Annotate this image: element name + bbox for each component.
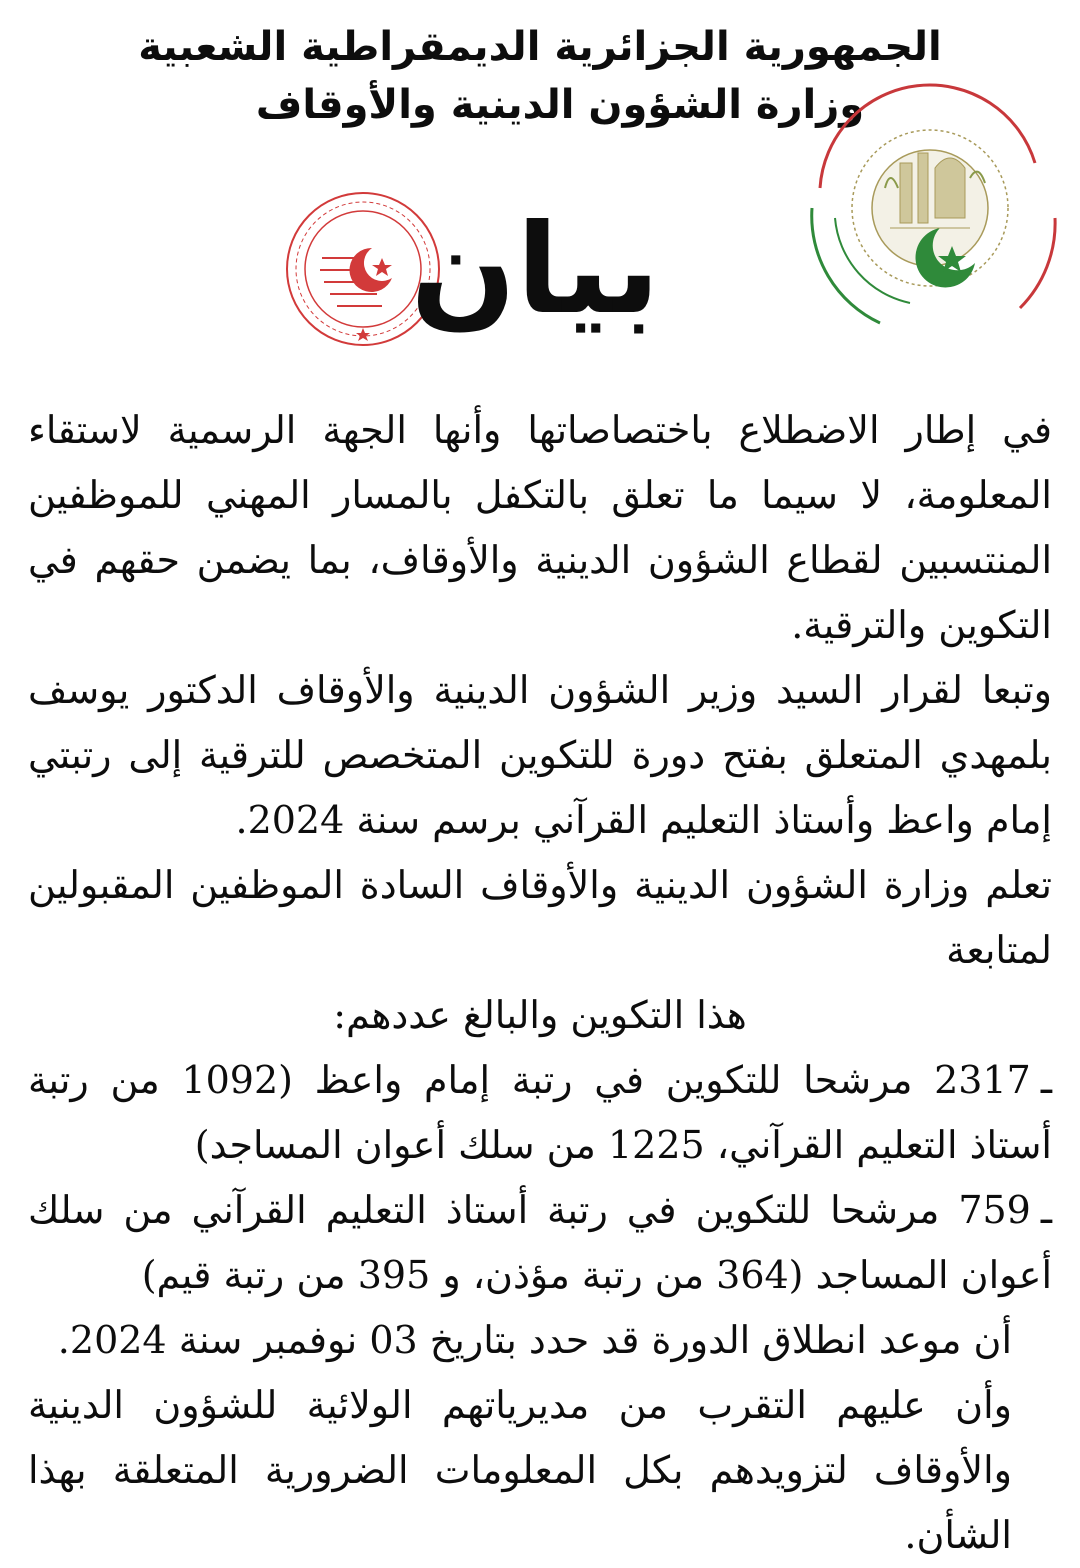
- list-item-text: 2317 مرشحا للتكوين في رتبة إمام واعظ (1092 من رتبة أستاذ التعليم القرآني، 1225 من سلك أعوان المساجد): [28, 1058, 1052, 1167]
- list-item: [28, 1178, 1052, 1308]
- date-paragraph: أن موعد انطلاق الدورة قد حدد بتاريخ 03 نوفمبر سنة 2024.: [57, 1318, 1012, 1362]
- republic-name: الجمهورية الجزائرية الديمقراطية الشعبية: [138, 24, 942, 70]
- decision-paragraph: وتبعا لقرار السيد وزير الشؤون الدينية والأوقاف الدكتور يوسف بلمهدي المتعلق بفتح دورة للتكوين المتخصص للترقية إلى رتبتي إمام واعظ وأستاذ التعليم القرآني برسم سنة 2024.: [28, 668, 1052, 842]
- ministry-name: وزارة الشؤون الدينية والأوقاف: [255, 82, 865, 128]
- intro-paragraph: في إطار الاضطلاع باختصاصاتها وأنها الجهة الرسمية لاستقاء المعلومة، لا سيما ما تعلق بالتكفل بالمسار المهني للموظفين المنتسبين لقطاع الشؤون الدينية والأوقاف، بما يضمن حقهم في التكوين والترقية.: [28, 408, 1052, 647]
- list-dash: ـ: [1040, 1058, 1052, 1102]
- announce-continuation: هذا التكوين والبالغ عددهم:: [333, 993, 747, 1037]
- announce-paragraph: تعلم وزارة الشؤون الدينية والأوقاف السادة الموظفين المقبولين لمتابعة: [28, 863, 1052, 972]
- closing-paragraph: وأن عليهم التقرب من مديرياتهم الولائية للشؤون الدينية والأوقاف لتزويدهم بكل المعلومات الضرورية المتعلقة بهذا الشأن.: [28, 1383, 1012, 1557]
- list-dash: ـ: [1040, 1188, 1052, 1232]
- ministry-seal-logo: [790, 68, 1065, 328]
- announcement-body: [28, 398, 1052, 1568]
- list-item-text: 759 مرشحا للتكوين في رتبة أستاذ التعليم القرآني من سلك أعوان المساجد (364 من رتبة مؤذن، و 395 من رتبة قيم): [28, 1188, 1052, 1297]
- list-item: [28, 1048, 1052, 1178]
- document-title: بيان: [410, 198, 660, 342]
